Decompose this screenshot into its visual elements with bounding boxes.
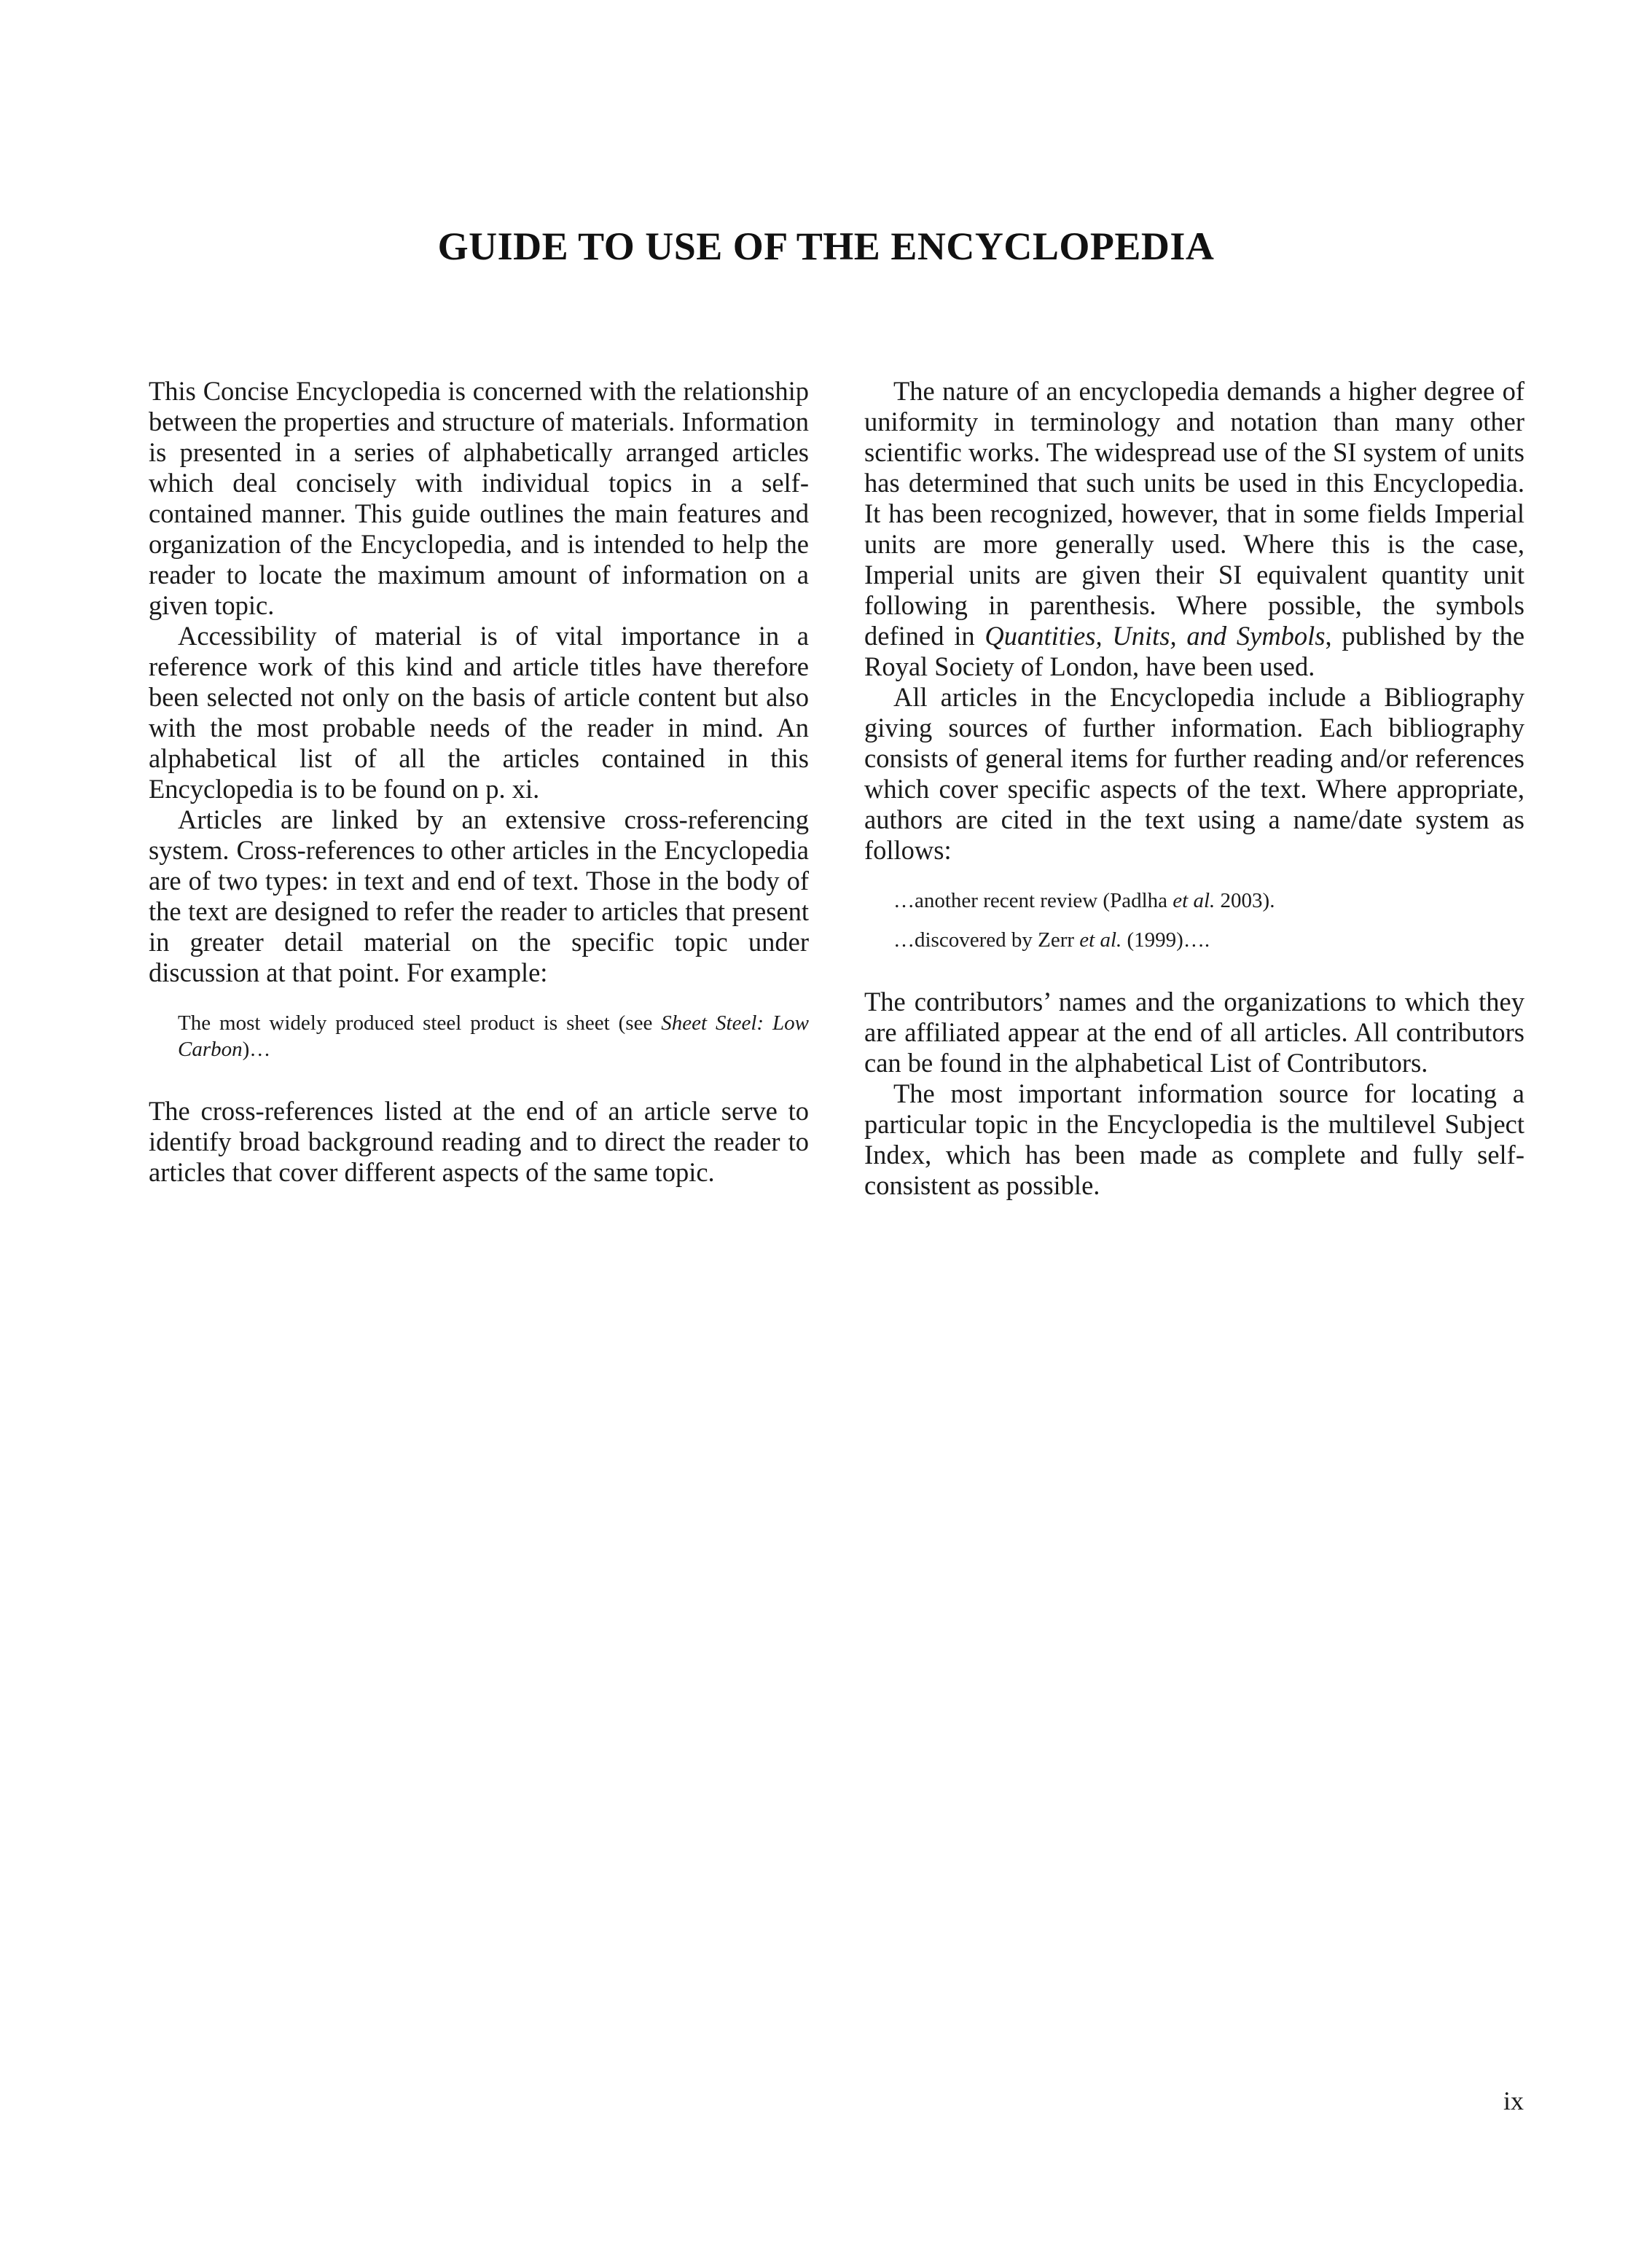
citation-example-2 [893, 927, 1524, 953]
units-text-pre: The nature of an encyclopedia demands a higher degree of uniformity in terminology and notation than many other scientific works. The widespread use of the SI system of units has determined that such units be used in this Encyclopedia. It has been recognized, however, that in some fields Imperial units are more generally used. Where this is the case, Imperial units are given their SI equivalent quantity unit following in parenthesis. Where possible, the symbols defined in [864, 376, 1524, 651]
citation-1-etal: et al. [1173, 889, 1215, 912]
citation-2-pre: …discovered by Zerr [893, 928, 1080, 952]
cross-reference-example [178, 1010, 809, 1062]
cross-reference-paragraph: Articles are linked by an extensive cross-referencing system. Cross-references to other articles in the Encyclopedia are of two types: in text and end of text. Those in the body of the text are designed to refer the reader to articles that present in greater detail material on the specific topic under discussion at that point. For example: [149, 804, 809, 987]
citation-2-etal: et al. [1079, 928, 1122, 952]
page-title: GUIDE TO USE OF THE ENCYCLOPEDIA [437, 224, 1215, 268]
example-text-pre: The most widely produced steel product is sheet (see [178, 1011, 662, 1035]
contributors-paragraph: The contributors’ names and the organizations to which they are affiliated appear at the end of all articles. All contributors can be found in the alphabetical List of Contributors. [864, 987, 1524, 1078]
citation-example-1 [893, 888, 1524, 914]
intro-paragraph: This Concise Encyclopedia is concerned with the relationship between the properties and structure of materials. Information is presented in a series of alphabetically arranged articles which deal concisely with individual topics in a self-contained manner. This guide outlines the main features and organization of the Encyclopedia, and is intended to help the reader to locate the maximum amount of information on a given topic. [149, 376, 809, 620]
citation-1-post: 2003). [1215, 889, 1275, 912]
bibliography-paragraph: All articles in the Encyclopedia include a Bibliography giving sources of further information. Each bibliography consists of general items for further reading and/or references which cover specific aspects of the text. Where appropriate, authors are cited in the text using a name/date system as follows: [864, 682, 1524, 865]
units-text-post: , published by the Royal Society of London, have been used. [864, 621, 1525, 681]
example-text [178, 1010, 809, 1062]
page-number: ix [1503, 2086, 1524, 2115]
subject-index-paragraph: The most important information source for locating a particular topic in the Encyclopedia is the multilevel Subject Index, which has been made as complete and fully self-consistent as possible. [864, 1078, 1524, 1200]
accessibility-paragraph: Accessibility of material is of vital importance in a reference work of this kind and article titles have therefore been selected not only on the basis of article content but also with the most probable needs of the reader in mind. An alphabetical list of all the articles contained in this Encyclopedia is to be found on p. xi. [149, 621, 809, 804]
citation-2-post: (1999)…. [1121, 928, 1210, 952]
citation-examples [893, 888, 1524, 953]
citation-1-pre: …another recent review (Padlha [893, 889, 1173, 912]
example-text-post: )… [242, 1038, 271, 1061]
end-of-text-references-paragraph: The cross-references listed at the end of an article serve to identify broad background reading and to direct the reader to articles that cover different aspects of the same topic. [149, 1096, 809, 1187]
right-column [864, 376, 1524, 1201]
units-reference-title: Quantities, Units, and Symbols [984, 621, 1326, 651]
left-column [149, 376, 809, 1188]
example-cross-reference: Sheet Steel: Low Carbon [178, 1011, 809, 1061]
units-paragraph [864, 376, 1524, 682]
